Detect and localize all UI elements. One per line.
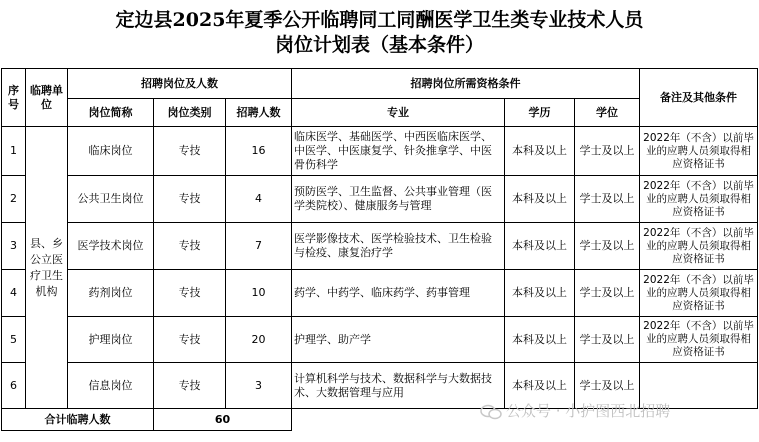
notes: 2022年（不含）以前毕业的应聘人员须取得相应资格证书 bbox=[640, 127, 758, 176]
post-type: 专技 bbox=[154, 223, 226, 270]
education: 本科及以上 bbox=[505, 363, 575, 409]
post-count: 3 bbox=[226, 363, 292, 409]
table-row bbox=[2, 176, 758, 223]
post-name: 护理岗位 bbox=[68, 317, 154, 363]
post-name: 临床岗位 bbox=[68, 127, 154, 176]
total-count: 60 bbox=[154, 409, 292, 431]
post-count: 7 bbox=[226, 223, 292, 270]
notes: 2022年（不含）以前毕业的应聘人员须取得相应资格证书 bbox=[640, 317, 758, 363]
header-major: 专业 bbox=[292, 99, 505, 127]
header-post-name: 岗位简称 bbox=[68, 99, 154, 127]
notes: 2022年（不含）以前毕业的应聘人员须取得相应资格证书 bbox=[640, 270, 758, 317]
row-number: 4 bbox=[2, 270, 26, 317]
post-type: 专技 bbox=[154, 363, 226, 409]
post-name: 信息岗位 bbox=[68, 363, 154, 409]
education: 本科及以上 bbox=[505, 223, 575, 270]
wechat-icon bbox=[480, 404, 502, 420]
row-number: 3 bbox=[2, 223, 26, 270]
notes: 2022年（不含）以前毕业的应聘人员须取得相应资格证书 bbox=[640, 176, 758, 223]
header-requirements-group: 招聘岗位所需资格条件 bbox=[292, 69, 640, 99]
header-notes: 备注及其他条件 bbox=[640, 69, 758, 127]
watermark-text: 公众号 · 小护图西北招聘 bbox=[506, 402, 671, 420]
total-label: 合计临聘人数 bbox=[2, 409, 154, 431]
degree: 学士及以上 bbox=[575, 317, 640, 363]
degree: 学士及以上 bbox=[575, 270, 640, 317]
header-education: 学历 bbox=[505, 99, 575, 127]
post-count: 20 bbox=[226, 317, 292, 363]
row-number: 2 bbox=[2, 176, 26, 223]
major-list: 预防医学、卫生监督、公共事业管理（医学类院校）、健康服务与管理 bbox=[292, 176, 505, 223]
post-name: 医学技术岗位 bbox=[68, 223, 154, 270]
post-name: 公共卫生岗位 bbox=[68, 176, 154, 223]
row-number: 6 bbox=[2, 363, 26, 409]
notes: 2022年（不含）以前毕业的应聘人员须取得相应资格证书 bbox=[640, 223, 758, 270]
degree: 学士及以上 bbox=[575, 176, 640, 223]
watermark bbox=[480, 400, 670, 421]
title-line-2: 岗位计划表（基本条件） bbox=[274, 34, 484, 56]
table-row bbox=[2, 270, 758, 317]
header-post-type: 岗位类别 bbox=[154, 99, 226, 127]
table-row bbox=[2, 127, 758, 176]
major-list: 医学影像技术、医学检验技术、卫生检验与检疫、康复治疗学 bbox=[292, 223, 505, 270]
row-number: 1 bbox=[2, 127, 26, 176]
major-list: 计算机科学与技术、数据科学与大数据技术、大数据管理与应用 bbox=[292, 363, 505, 409]
header-seq: 序号 bbox=[2, 69, 26, 127]
major-list: 护理学、助产学 bbox=[292, 317, 505, 363]
table-row bbox=[2, 317, 758, 363]
row-number: 5 bbox=[2, 317, 26, 363]
post-type: 专技 bbox=[154, 127, 226, 176]
degree: 学士及以上 bbox=[575, 223, 640, 270]
position-plan-table bbox=[1, 68, 758, 431]
post-type: 专技 bbox=[154, 176, 226, 223]
title-line-1: 定边县2025年夏季公开临聘同工同酬医学卫生类专业技术人员 bbox=[115, 9, 644, 31]
major-list: 临床医学、基础医学、中西医临床医学、中医学、中医康复学、针灸推拿学、中医骨伤科学 bbox=[292, 127, 505, 176]
header-count: 招聘人数 bbox=[226, 99, 292, 127]
post-count: 16 bbox=[226, 127, 292, 176]
header-row-1 bbox=[2, 69, 758, 99]
post-count: 10 bbox=[226, 270, 292, 317]
post-count: 4 bbox=[226, 176, 292, 223]
header-post-group: 招聘岗位及人数 bbox=[68, 69, 292, 99]
header-unit: 临聘单位 bbox=[26, 69, 68, 127]
education: 本科及以上 bbox=[505, 317, 575, 363]
post-type: 专技 bbox=[154, 317, 226, 363]
degree: 学士及以上 bbox=[575, 127, 640, 176]
document-title bbox=[0, 8, 759, 58]
degree: 学士及以上 bbox=[575, 363, 640, 409]
post-type: 专技 bbox=[154, 270, 226, 317]
major-list: 药学、中药学、临床药学、药事管理 bbox=[292, 270, 505, 317]
table-row bbox=[2, 223, 758, 270]
header-degree: 学位 bbox=[575, 99, 640, 127]
education: 本科及以上 bbox=[505, 270, 575, 317]
unit-name: 县、乡公立医疗卫生机构 bbox=[26, 127, 68, 409]
education: 本科及以上 bbox=[505, 127, 575, 176]
post-name: 药剂岗位 bbox=[68, 270, 154, 317]
education: 本科及以上 bbox=[505, 176, 575, 223]
